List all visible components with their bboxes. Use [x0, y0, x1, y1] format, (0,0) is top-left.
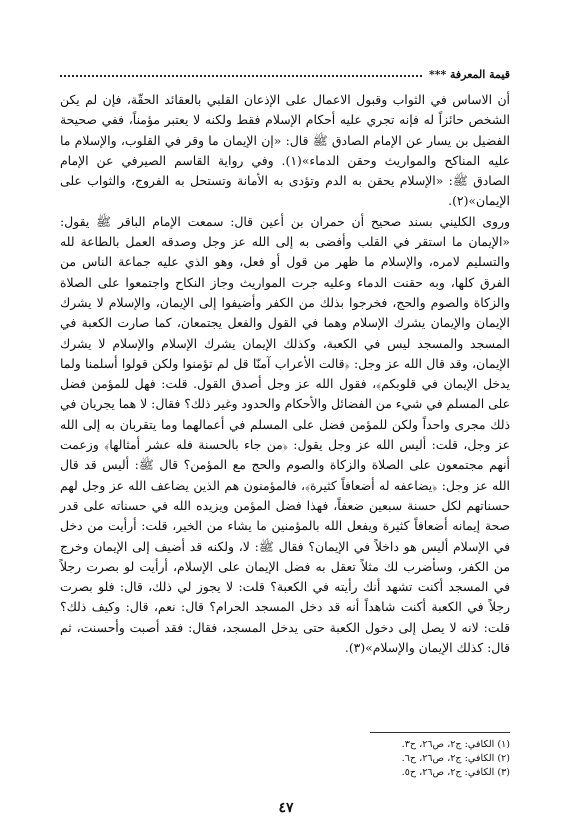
footnotes	[300, 738, 510, 780]
header-title: قيمة المعرفة ***	[428, 68, 510, 81]
footnote-separator	[370, 732, 510, 733]
footnote-2: (٢) الكافي: ج٢، ص٢٦، ح٦.	[401, 753, 510, 764]
main-text	[60, 90, 510, 658]
footnote-3: (٣) الكافي: ج٢، ص٢٦، ح٥.	[401, 767, 510, 778]
page-number: ٤٧	[278, 800, 294, 816]
header-dotted-rule	[60, 75, 422, 77]
paragraph-1: أن الاساس في الثواب وقبول الاعمال على الإذعان القلبي بالعقائد الحقّة، فإن لم يكن الشخص حائزاً له فإنه تجري عليه أحكام الإسلام فقط ولكنه لا يعتبر مؤمناً، ففي صحيحة الفضيل بن يسار عن الإمام الصادق ﷺ قال: «إن الإيمان ما وقر في القلوب، والإسلام ما عليه المناكح والمواريث وحقن الدماء»(١). وفي رواية القاسم الصيرفي عن الإمام الصادق ﷺ: «الإسلام يحقن به الدم وتؤدى به الأمانة وتستحل به الفروج، والثواب على الإيمان»(٢).	[60, 92, 510, 209]
running-header	[60, 68, 510, 84]
footnote-1: (١) الكافي: ج٢، ص٢٦، ح٣.	[401, 739, 510, 750]
paragraph-2: وروى الكليني بسند صحيح أن حمران بن أعين قال: سمعت الإمام الباقر ﷺ يقول: «الإيمان ما استقر في القلب وأفضى به إلى الله عز وجل وصدقه العمل بالطاعة لله والتسليم لامره، والإسلام ما ظهر من قول أو فعل، وهو الذي عليه جماعة الناس من الفرق كلها، وبه حقنت الدماء وعليه جرت المواريث وجاز النكاح واجتمعوا على الصلاة والزكاة والصوم والحج، فخرجوا بذلك من الكفر وأضيفوا إلى الإيمان، والإسلام لا يشرك الإيمان والإيمان يشرك الإسلام وهما في القول والفعل يجتمعان، كما صارت الكعبة في المسجد والمسجد ليس في الكعبة، وكذلك الإيمان يشرك الإسلام والإسلام لا يشرك الإيمان، وقد قال الله عز وجل: ﴿قالت الأعراب آمنّا قل لم تؤمنوا ولكن قولوا أسلمنا ولما يدخل الإيمان في قلوبكم﴾، فقول الله عز وجل أصدق القول. قلت: فهل للمؤمن فضل على المسلم في شيء من الفضائل والأحكام والحدود وغير ذلك؟ فقال: لا هما يجريان في ذلك مجرى واحداً ولكن للمؤمن فضل على المسلم في أعمالهما وما يتقربان به إلى الله عز وجل، قلت: أليس الله عز وجل يقول: ﴿من جاء بالحسنة فله عشر أمثالها﴾ وزعمت أنهم مجتمعون على الصلاة والزكاة والصوم والحج مع المؤمن؟ قال ﷺ: أليس قد قال الله عز وجل: ﴿يضاعفه له أضعافاً كثيرة﴾، فالمؤمنون هم الذين يضاعف الله عز وجل لهم حسناتهم لكل حسنة سبعين ضعفاً، فهذا فضل المؤمن ويزيده الله في حسناته على قدر صحة إيمانه أضعافاً كثيرة ويفعل الله بالمؤمنين ما يشاء من الخير، قلت: أرأيت من دخل في الإسلام أليس هو داخلاً في الإيمان؟ فقال ﷺ: لا، ولكنه قد أضيف إلى الإيمان وخرج من الكفر، وسأضرب لك مثلاً تعقل به فضل الإيمان على الإسلام، أرأيت لو بصرت رجلاً في المسجد أكنت تشهد أنك رأيته في الكعبة؟ قلت: لا يجوز لي ذلك، قال: فلو بصرت رجلاً في الكعبة أكنت شاهداً أنه قد دخل المسجد الحرام؟ قال: نعم، قال: وكيف ذلك؟ قلت: لانه لا يصل إلى دخول الكعبة حتى يدخل المسجد، فقال: فقد أصبت وأحسنت، ثم قال: كذلك الإيمان والإسلام»(٣).	[60, 213, 510, 656]
